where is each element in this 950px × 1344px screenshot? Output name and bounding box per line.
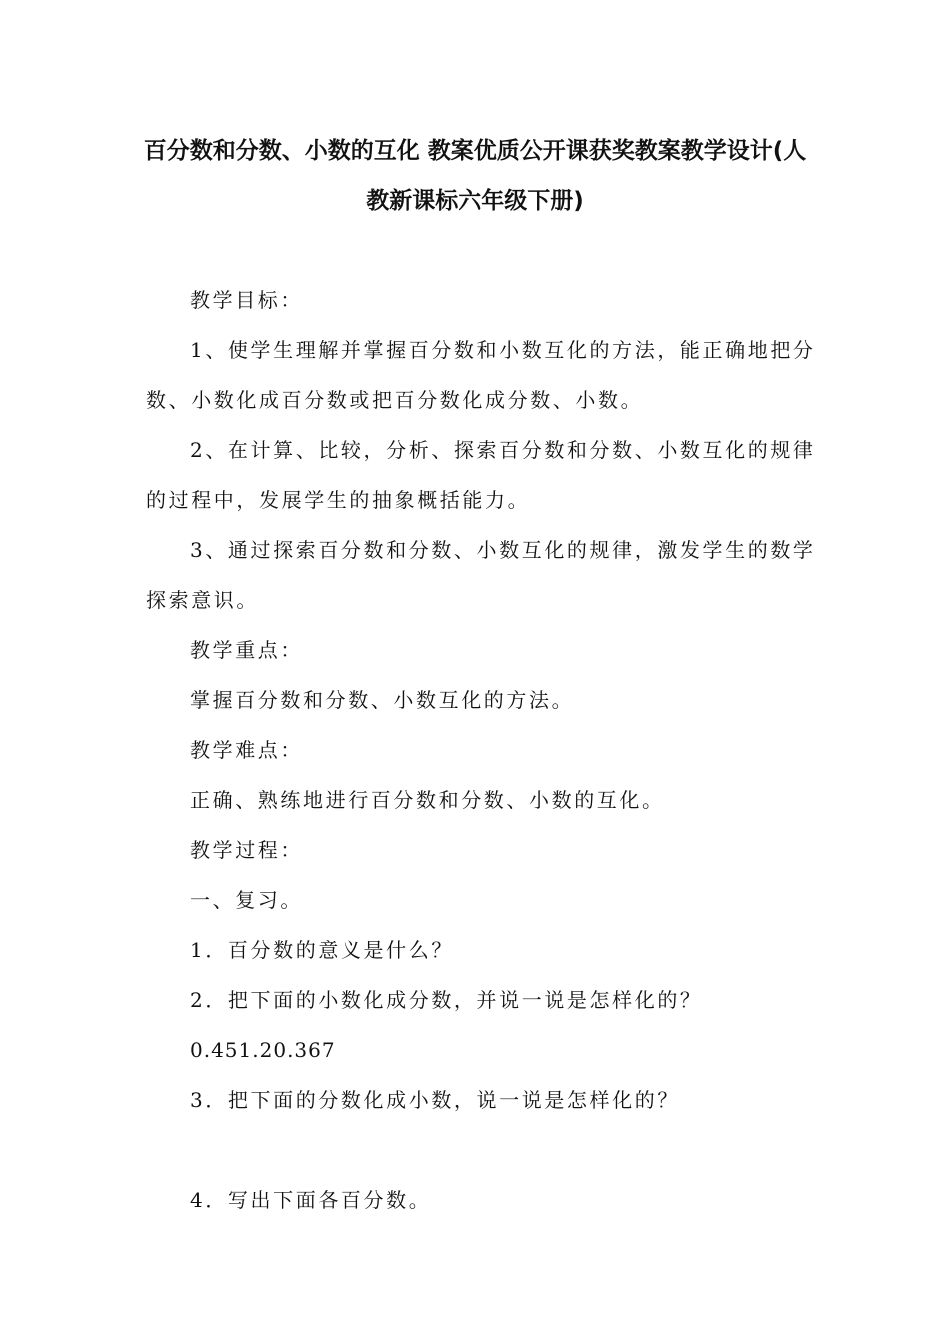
document-title-line-1: 百分数和分数、小数的互化 教案优质公开课获奖教案教学设计(人 bbox=[143, 138, 807, 164]
goal-1-line-1: 1、使学生理解并掌握百分数和小数互化的方法，能正确地把分 bbox=[190, 338, 816, 362]
document-title-line-2: 教新课标六年级下册) bbox=[366, 188, 584, 214]
question-1: 1．百分数的意义是什么？ bbox=[190, 938, 454, 962]
goal-2-line-1: 2、在计算、比较，分析、探索百分数和分数、小数互化的规律 bbox=[190, 438, 816, 462]
goals-heading: 教学目标： bbox=[190, 288, 303, 312]
question-4: 4．写出下面各百分数。 bbox=[190, 1188, 432, 1212]
key-points-heading: 教学重点： bbox=[190, 638, 303, 662]
goal-1-line-2: 数、小数化成百分数或把百分数化成分数、小数。 bbox=[146, 388, 644, 412]
section-1-heading: 一、复习。 bbox=[190, 888, 303, 912]
question-3: 3．把下面的分数化成小数，说一说是怎样化的？ bbox=[190, 1088, 680, 1112]
question-2-values: 0.451.20.367 bbox=[190, 1038, 336, 1062]
difficulty-heading: 教学难点： bbox=[190, 738, 303, 762]
goal-3-line-1: 3、通过探索百分数和分数、小数互化的规律，激发学生的数学 bbox=[190, 538, 816, 562]
key-points-text: 掌握百分数和分数、小数互化的方法。 bbox=[190, 688, 575, 712]
difficulty-text: 正确、熟练地进行百分数和分数、小数的互化。 bbox=[190, 788, 665, 812]
question-2: 2．把下面的小数化成分数，并说一说是怎样化的？ bbox=[190, 988, 703, 1012]
goal-3-line-2: 探索意识。 bbox=[146, 588, 259, 612]
goal-2-line-2: 的过程中，发展学生的抽象概括能力。 bbox=[146, 488, 531, 512]
process-heading: 教学过程： bbox=[190, 838, 303, 862]
